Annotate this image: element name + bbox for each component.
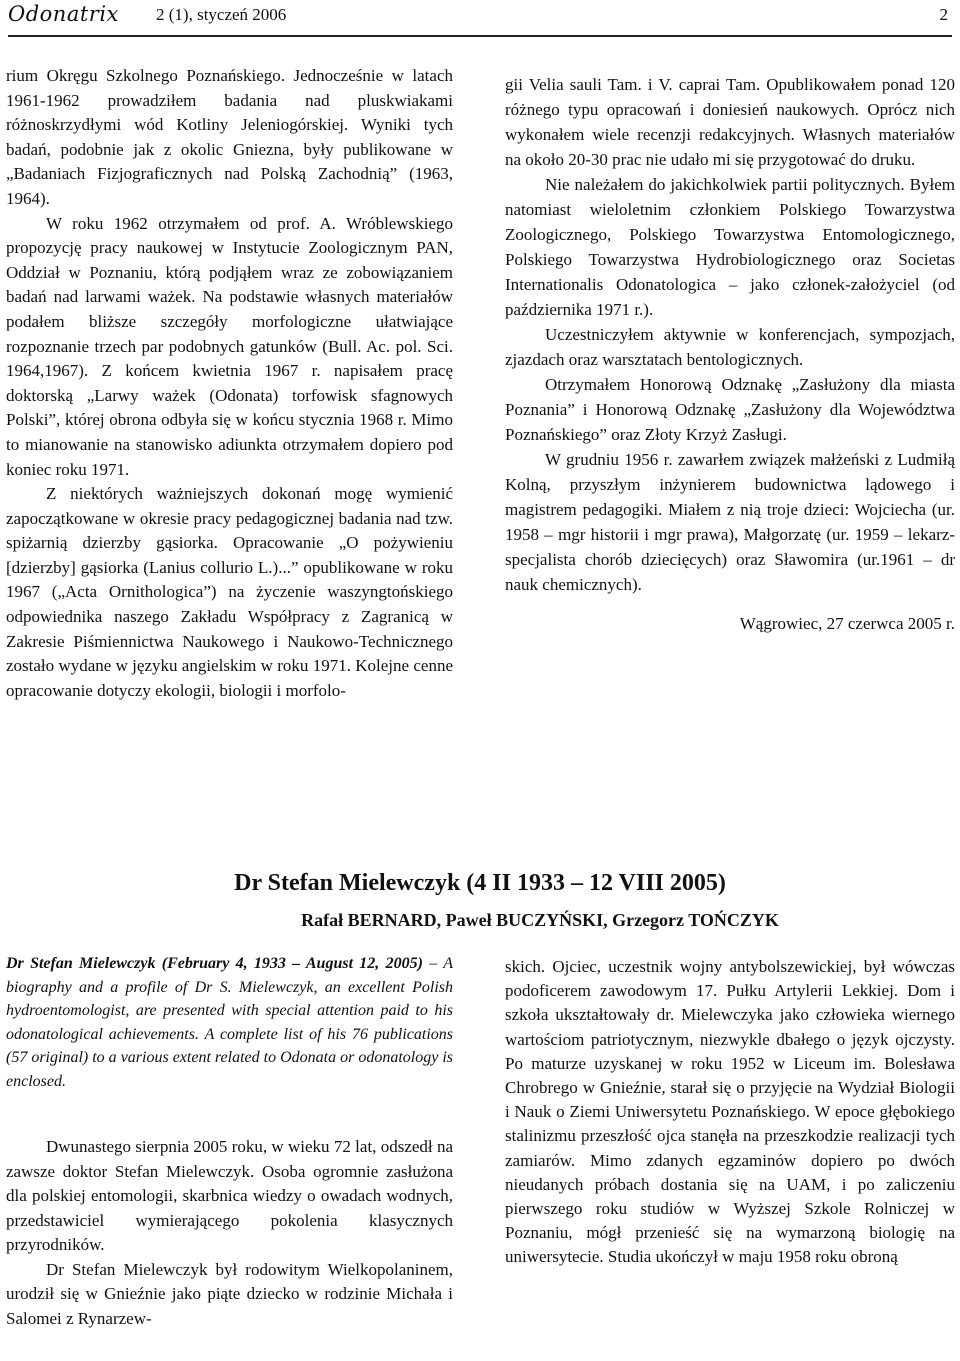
abstract-text: – A biography and a profile of Dr S. Mielewczyk, an excellent Polish hydroentomologist, are presented with special attention paid to his odonatological achievements. A complete list of his 76 publications (57 original) to a various extent related to Odonata or odonatology is enclosed. [6,955,454,1090]
paragraph: W grudniu 1956 r. zawarłem związek małżeński z Ludmiłą Kolną, przyszłym inżynierem budownictwa lądowego i magistrem pedagogiki. Miałem z nią troje dzieci: Wojciecha (ur. 1958 – mgr historii i mgr prawa), Małgorzatę (ur. 1959 – lekarz-specjalista chorób dziecięcych) oraz Sławomira (ur.1961 – dr nauk chemicznych). [505,450,955,594]
paragraph: Uczestniczyłem aktywnie w konferencjach, sympozjach, zjazdach oraz warsztatach bentologicznych. [505,325,955,369]
abstract-heading: Dr Stefan Mielewczyk (February 4, 1933 – August 12, 2005) [6,955,423,972]
paragraph: gii Velia sauli Tam. i V. caprai Tam. Opublikowałem ponad 120 różnego typu opracowań i doniesień naukowych. Oprócz nich wykonałem wiele recenzji redakcyjnych. Własnych materiałów na około 20-30 prac nie udało mi się przygotować do druku. [505,75,955,169]
paragraph: Dr Stefan Mielewczyk był rodowitym Wielkopolaninem, urodził się w Gnieźnie jako piąte dziecko w rodzinie Michała i Salomei z Rynarzew- [6,1259,453,1328]
paragraph: W roku 1962 otrzymałem od prof. A. Wróblewskiego propozycję pracy naukowej w Instytucie Zoologicznym PAN, Oddział w Poznaniu, którą podjąłem wraz ze zobowiązaniem badań nad larwami ważek. Na podstawie własnych materiałów podałem bliższe szczegóły morfologiczne ułatwiające rozpoznanie trzech par podobnych gatunków (Bull. Ac. pol. Sci. 1964,1967). Z końcem kwietnia 1967 r. napisałem pracę doktorską „Larwy ważek (Odonata) torfowisk sfagnowych Polski”, której obrona odbyła się w końcu stycznia 1968 r. Mimo to mianowanie na stanowisko adiunkta otrzymałem dopiero pod koniec roku 1971. [6,213,453,479]
bottom-left-column [6,1135,453,1331]
paragraph: skich. Ojciec, uczestnik wojny antybolszewickiej, był wówczas podoficerem zawodowym 17. Pułku Artylerii Lekkiej. Dom i szkoła ukształtowały dr. Mielewczyka jako człowieka wiernego wartościom patriotycznym, niezwykle dbałego o język ojczysty. Po maturze uzyskanej w roku 1952 w Liceum im. Bolesława Chrobrego w Gnieźnie, starał się o przyjęcie na Wydział Biologii i Nauk o Ziemi Uniwersytetu Poznańskiego. W epoce głębokiego stalinizmu przeszłość ojca stanęła na przeszkodzie realizacji tych zamiarów. Mimo zdanych egzaminów dopiero po dwóch nieudanych próbach dostania się na UAM, i po zaliczeniu pierwszego roku studiów w Wyższej Szkole Rolniczej w Poznaniu, mógł przenieść się na wymarzoną biologię na uniwersytecie. Studia ukończył w maju 1958 roku obroną [505,957,955,1267]
page-header [8,0,952,34]
bottom-right-column [505,955,955,1270]
article-title [0,870,960,897]
header-rule [8,35,952,37]
top-right-column [505,72,955,636]
abstract [6,952,453,1093]
paragraph: Otrzymałem Honorową Odznakę „Zasłużony dla miasta Poznania” i Honorową Odznakę „Zasłużony dla Województwa Poznańskiego” oraz Złoty Krzyż Zasługi. [505,375,955,444]
paragraph: Dwunastego sierpnia 2005 roku, w wieku 72 lat, odszedł na zawsze doktor Stefan Mielewczyk. Osoba ogromnie zasłużona dla polskiej entomologii, skarbnica wiedzy o owadach wodnych, przedstawiciel wymierającego pokolenia klasycznych przyrodników. [6,1137,453,1254]
issue-info: 2 (1), styczeń 2006 [156,5,287,24]
article-title-text: Dr Stefan Mielewczyk (4 II 1933 – 12 VIII 2005) [234,870,726,896]
paragraph: Nie należałem do jakichkolwiek partii politycznych. Byłem natomiast wieloletnim członkiem Polskiego Towarzystwa Zoologicznego, Polskiego Towarzystwa Entomologicznego, Polskiego Towarzystwa Hydrobiologicznego oraz Societas Internationalis Odonatologica – jako członek-założyciel (od października 1971 r.). [505,175,955,319]
paragraph: Z niektórych ważniejszych dokonań mogę wymienić zapoczątkowane w okresie pracy pedagogicznej badania nad tzw. spiżarnią dzierzby gąsiorka. Opracowanie „O pożywieniu [dzierzby] gąsiorka (Lanius collurio L.)...” opublikowane w roku 1967 („Acta Ornithologica”) na życzenie waszyngtońskiego odpowiednika naszego Zakładu Współpracy z Zagranicą w Zakresie Piśmiennictwa Naukowego i Naukowo-Technicznego zostało wydane w języku angielskim w roku 1971. Kolejne cenne opracowanie dotyczy ekologii, biologii i morfolo- [6,484,453,700]
article-authors: Rafał BERNARD, Paweł BUCZYŃSKI, Grzegorz TOŃCZYK [301,910,779,930]
place-date: Wągrowiec, 27 czerwca 2005 r. [739,614,955,633]
journal-name: Odonatrix [8,2,119,26]
paragraph: rium Okręgu Szkolnego Poznańskiego. Jednocześnie w latach 1961-1962 prowadziłem badania nad pluskwiakami różnoskrzydłymi wód Kotliny Jeleniogórskiej. Wyniki tych badań, podobnie jak z okolic Gniezna, były publikowane w „Badaniach Fizjograficznych nad Polską Zachodnią” (1963, 1964). [6,66,453,208]
top-left-column [6,64,453,703]
page-number: 2 [939,5,948,24]
